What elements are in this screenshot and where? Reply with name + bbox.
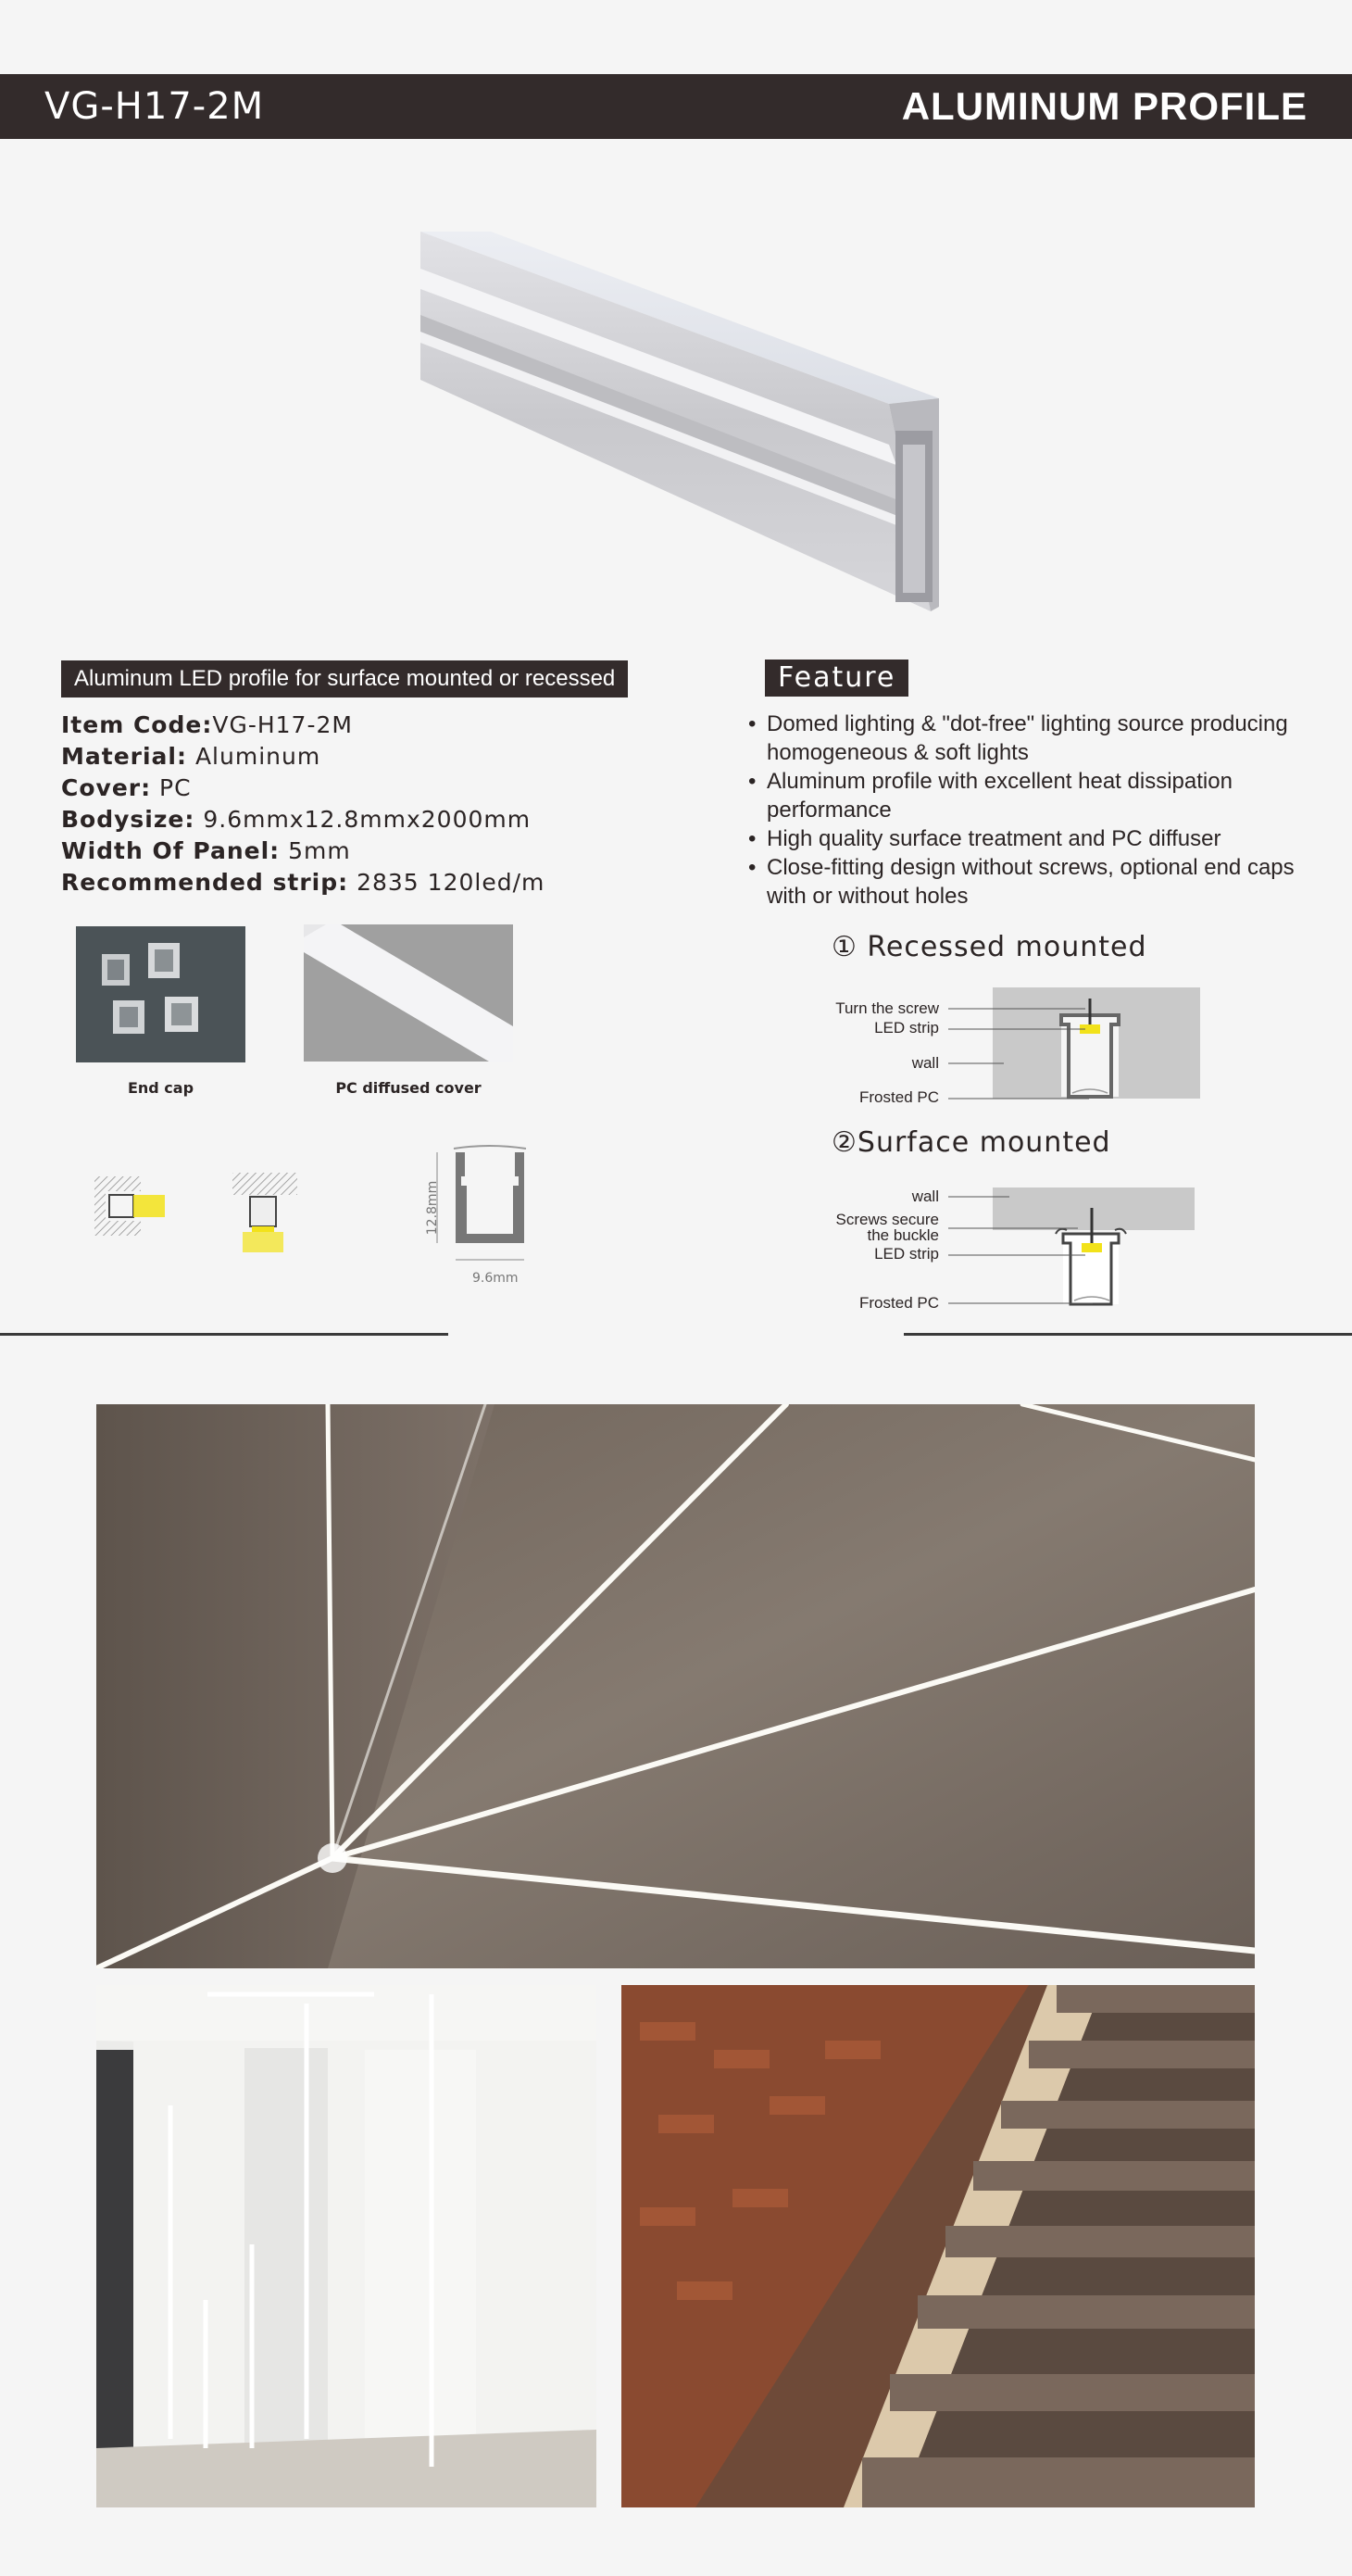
- recessed-wall-label: wall: [911, 1054, 939, 1072]
- recessed-pc-label: Frosted PC: [859, 1088, 939, 1106]
- product-type: ALUMINUM PROFILE: [901, 84, 1308, 128]
- application-photo-stairs: [621, 1985, 1255, 2507]
- surface-strip-label: LED strip: [874, 1245, 939, 1263]
- spec-bodysize: Bodysize: 9.6mmx12.8mmx2000mm: [61, 806, 532, 833]
- recessed-strip-label: LED strip: [874, 1019, 939, 1037]
- feature-item: • Aluminum profile with excellent heat dissipation performance: [746, 767, 1302, 824]
- spec-recommended-strip: Recommended strip: 2835 120led/m: [61, 869, 545, 896]
- surface-wall-label: wall: [911, 1187, 939, 1205]
- spec-list: [61, 710, 691, 898]
- surface-mount-title: ②Surface mounted: [832, 1126, 1111, 1159]
- feature-item: • High quality surface treatment and PC diffuser: [746, 824, 1302, 853]
- spec-cover: Cover: PC: [61, 774, 192, 801]
- height-dimension-label: 12.8mm: [425, 1180, 440, 1236]
- application-photo-room: [96, 1985, 596, 2507]
- width-dimension-label: 9.6mm: [472, 1271, 519, 1286]
- product-hero-image: [407, 222, 945, 611]
- divider-right: [904, 1333, 1352, 1336]
- application-photo-wall: [96, 1404, 1255, 1968]
- recessed-leader-lines: [945, 1000, 1093, 1102]
- feature-item: • Close-fitting design without screws, optional end caps with or without holes: [746, 853, 1302, 911]
- surface-leader-lines: [945, 1189, 1120, 1310]
- end-cap-caption: End cap: [127, 1079, 194, 1097]
- spec-material: Material: Aluminum: [61, 743, 321, 770]
- header-bar: [0, 74, 1352, 139]
- divider-left: [0, 1333, 448, 1336]
- product-tagline: Aluminum LED profile for surface mounted or recessed: [61, 660, 628, 697]
- feature-list: [746, 710, 1302, 911]
- surface-install-icon: [228, 1169, 302, 1262]
- feature-item: • Domed lighting & "dot-free" lighting source producing homogeneous & soft lights: [746, 710, 1302, 767]
- surface-buckle-label: the buckle: [867, 1226, 939, 1244]
- recessed-install-icon: [93, 1167, 167, 1241]
- recessed-screw-label: Turn the screw: [835, 999, 939, 1017]
- pc-cover-caption: PC diffused cover: [335, 1079, 482, 1097]
- spec-panel-width: Width Of Panel: 5mm: [61, 837, 351, 864]
- surface-screws-label: Screws secure: [835, 1211, 939, 1228]
- end-cap-image: [76, 926, 245, 1062]
- model-code: VG-H17-2M: [44, 85, 265, 128]
- pc-cover-image: [304, 924, 513, 1062]
- surface-pc-label: Frosted PC: [859, 1294, 939, 1312]
- feature-title: Feature: [765, 660, 908, 697]
- recessed-mount-title: ① Recessed mounted: [832, 931, 1147, 963]
- dimension-drawing: [404, 1145, 552, 1291]
- spec-item-code: Item Code:VG-H17-2M: [61, 711, 353, 738]
